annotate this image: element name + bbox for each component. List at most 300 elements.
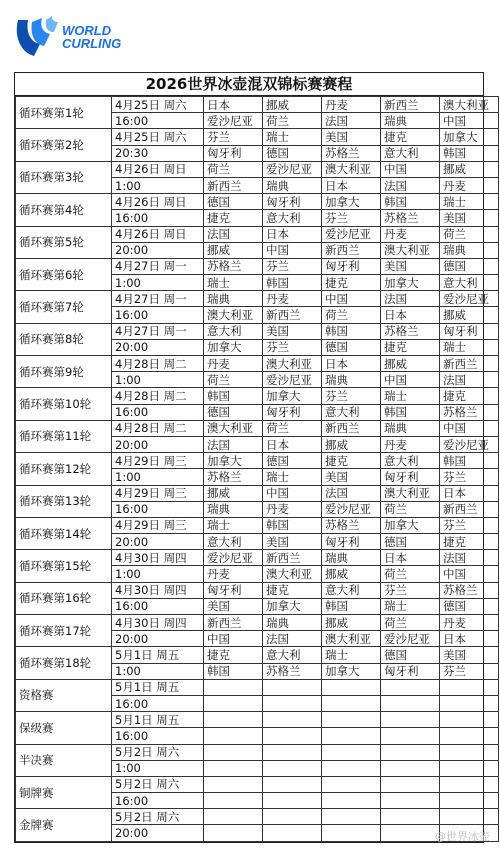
team-name: 芬兰 [322,388,381,404]
team-name: 爱沙尼亚 [204,550,263,566]
team-name: 瑞典 [381,113,440,129]
world-curling-logo [12,14,142,62]
team-name: 芬兰 [440,469,499,485]
stage-label: 资格赛 [16,679,112,711]
team-name: 日本 [204,97,263,113]
team-name: 匈牙利 [204,145,263,161]
team-name: 荷兰 [263,113,322,129]
team-name: 日本 [263,226,322,242]
team-name: 加拿大 [322,663,381,679]
team-name: 丹麦 [440,615,499,631]
team-name: 法国 [204,436,263,452]
match-time: 20:00 [112,631,204,647]
empty-cell [440,760,499,776]
team-name: 挪威 [440,307,499,323]
round-label: 循环赛第3轮 [16,161,112,193]
round-row-top [16,485,499,501]
round-row-top [16,226,499,242]
team-name: 中国 [381,372,440,388]
team-name: 瑞典 [381,420,440,436]
match-date: 5月2日 周六 [112,776,204,792]
round-row-top [16,420,499,436]
round-label: 循环赛第11轮 [16,420,112,452]
empty-cell [440,793,499,809]
match-time: 20:00 [112,436,204,452]
team-name: 加拿大 [322,194,381,210]
team-name: 瑞士 [204,275,263,291]
empty-cell [381,809,440,825]
team-name: 澳大利亚 [381,485,440,501]
empty-cell [263,793,322,809]
team-name: 捷克 [263,582,322,598]
empty-cell [263,744,322,760]
team-name: 美国 [440,647,499,663]
team-name: 日本 [440,485,499,501]
final-row-top [16,679,499,695]
match-time: 1:00 [112,372,204,388]
match-time: 1:00 [112,177,204,193]
match-time: 16:00 [112,210,204,226]
team-name: 德国 [263,145,322,161]
team-name: 法国 [322,113,381,129]
team-name: 瑞典 [322,372,381,388]
team-name: 澳大利亚 [263,356,322,372]
match-date: 4月27日 周一 [112,291,204,307]
match-time: 20:00 [112,825,204,841]
match-date: 4月26日 周日 [112,161,204,177]
team-name: 新西兰 [381,97,440,113]
empty-cell [440,776,499,792]
match-date: 4月25日 周六 [112,129,204,145]
team-name: 爱沙尼亚 [440,291,499,307]
empty-cell [322,744,381,760]
empty-cell [381,793,440,809]
team-name: 苏格兰 [440,404,499,420]
match-time: 16:00 [112,307,204,323]
team-name: 德国 [322,339,381,355]
empty-cell [440,679,499,695]
round-row-top [16,161,499,177]
team-name: 捷克 [204,647,263,663]
curling-logo-icon [12,14,60,60]
team-name: 荷兰 [204,372,263,388]
team-name: 韩国 [322,323,381,339]
match-time: 1:00 [112,469,204,485]
team-name: 新西兰 [440,356,499,372]
round-row-top [16,356,499,372]
team-name: 中国 [381,161,440,177]
stage-label: 保级赛 [16,712,112,744]
match-date: 4月30日 周四 [112,582,204,598]
match-time: 1:00 [112,275,204,291]
match-date: 4月28日 周二 [112,420,204,436]
watermark: @世界冰壶 [435,830,490,843]
team-name: 芬兰 [263,258,322,274]
match-date: 4月27日 周一 [112,258,204,274]
team-name: 瑞士 [440,339,499,355]
team-name: 韩国 [322,598,381,614]
team-name: 瑞典 [204,291,263,307]
match-date: 4月26日 周日 [112,226,204,242]
round-label: 循环赛第13轮 [16,485,112,517]
round-row-top [16,258,499,274]
empty-cell [263,728,322,744]
round-row-top [16,129,499,145]
team-name: 韩国 [381,404,440,420]
team-name: 芬兰 [440,663,499,679]
team-name: 意大利 [322,582,381,598]
empty-cell [204,744,263,760]
team-name: 中国 [440,420,499,436]
round-label: 循环赛第9轮 [16,356,112,388]
team-name: 美国 [204,598,263,614]
team-name: 日本 [381,550,440,566]
match-date: 4月29日 周三 [112,485,204,501]
round-row-top [16,647,499,663]
empty-cell [440,744,499,760]
team-name: 丹麦 [204,566,263,582]
team-name: 匈牙利 [440,323,499,339]
match-time: 20:30 [112,145,204,161]
team-name: 法国 [204,226,263,242]
match-date: 4月29日 周三 [112,453,204,469]
team-name: 日本 [322,356,381,372]
team-name: 爱沙尼亚 [440,436,499,452]
match-time: 20:00 [112,339,204,355]
round-label: 循环赛第5轮 [16,226,112,258]
team-name: 瑞典 [263,615,322,631]
empty-cell [381,695,440,711]
schedule-title: 2026世界冰壶混双锦标赛赛程 [15,73,483,96]
team-name: 韩国 [381,194,440,210]
empty-cell [322,793,381,809]
team-name: 澳大利亚 [204,307,263,323]
match-time: 1:00 [112,663,204,679]
team-name: 芬兰 [322,210,381,226]
team-name: 意大利 [204,323,263,339]
match-time: 20:00 [112,242,204,258]
team-name: 中国 [204,631,263,647]
team-name: 苏格兰 [204,258,263,274]
team-name: 芬兰 [204,129,263,145]
team-name: 苏格兰 [381,210,440,226]
match-date: 5月2日 周六 [112,744,204,760]
team-name: 意大利 [381,145,440,161]
team-name: 意大利 [440,275,499,291]
team-name: 丹麦 [381,226,440,242]
match-time: 20:00 [112,534,204,550]
team-name: 匈牙利 [381,663,440,679]
team-name: 澳大利亚 [263,566,322,582]
empty-cell [322,679,381,695]
final-row-top [16,776,499,792]
team-name: 挪威 [263,97,322,113]
team-name: 澳大利亚 [204,420,263,436]
team-name: 日本 [440,631,499,647]
match-date: 4月25日 周六 [112,97,204,113]
team-name: 加拿大 [263,598,322,614]
team-name: 瑞士 [322,647,381,663]
round-row-top [16,453,499,469]
team-name: 中国 [440,113,499,129]
team-name: 美国 [322,129,381,145]
team-name: 新西兰 [204,615,263,631]
team-name: 韩国 [440,453,499,469]
logo-word-world: WORLD [62,23,112,38]
empty-cell [263,760,322,776]
match-time: 1:00 [112,566,204,582]
empty-cell [322,776,381,792]
round-row-top [16,388,499,404]
team-name: 捷克 [322,275,381,291]
team-name: 瑞典 [263,177,322,193]
team-name: 德国 [204,404,263,420]
round-label: 循环赛第18轮 [16,647,112,679]
round-label: 循环赛第16轮 [16,582,112,614]
team-name: 意大利 [322,404,381,420]
team-name: 澳大利亚 [381,242,440,258]
team-name: 加拿大 [204,339,263,355]
team-name: 挪威 [322,615,381,631]
empty-cell [322,728,381,744]
team-name: 德国 [381,534,440,550]
team-name: 丹麦 [440,177,499,193]
team-name: 新西兰 [322,420,381,436]
team-name: 法国 [440,372,499,388]
team-name: 法国 [381,291,440,307]
team-name: 匈牙利 [322,258,381,274]
team-name: 瑞士 [263,469,322,485]
empty-cell [204,809,263,825]
round-label: 循环赛第2轮 [16,129,112,161]
team-name: 瑞士 [381,388,440,404]
team-name: 法国 [440,550,499,566]
team-name: 爱沙尼亚 [204,113,263,129]
empty-cell [322,695,381,711]
match-date: 4月28日 周二 [112,388,204,404]
round-label: 循环赛第6轮 [16,258,112,290]
match-time: 16:00 [112,728,204,744]
team-name: 捷克 [440,388,499,404]
team-name: 法国 [381,177,440,193]
empty-cell [322,760,381,776]
schedule-table [15,96,499,842]
team-name: 德国 [440,598,499,614]
team-name: 荷兰 [381,501,440,517]
empty-cell [204,825,263,841]
empty-cell [381,776,440,792]
team-name: 捷克 [381,339,440,355]
team-name: 意大利 [263,647,322,663]
team-name: 捷克 [440,534,499,550]
empty-cell [263,809,322,825]
team-name: 挪威 [204,242,263,258]
empty-cell [204,712,263,728]
team-name: 法国 [263,631,322,647]
team-name: 苏格兰 [322,145,381,161]
round-label: 循环赛第8轮 [16,323,112,355]
round-row-top [16,97,499,113]
empty-cell [440,728,499,744]
match-date: 5月1日 周五 [112,679,204,695]
team-name: 芬兰 [381,582,440,598]
empty-cell [263,679,322,695]
team-name: 荷兰 [263,420,322,436]
team-name: 新西兰 [263,550,322,566]
team-name: 加拿大 [381,517,440,533]
match-time: 16:00 [112,404,204,420]
match-date: 5月1日 周五 [112,647,204,663]
match-time: 16:00 [112,793,204,809]
team-name: 韩国 [204,388,263,404]
team-name: 挪威 [204,485,263,501]
team-name: 美国 [263,534,322,550]
team-name: 中国 [263,242,322,258]
match-time: 16:00 [112,501,204,517]
round-row-top [16,323,499,339]
team-name: 匈牙利 [381,469,440,485]
team-name: 爱沙尼亚 [322,226,381,242]
team-name: 澳大利亚 [322,161,381,177]
team-name: 荷兰 [381,615,440,631]
schedule-sheet [14,72,489,843]
team-name: 丹麦 [204,356,263,372]
match-time: 1:00 [112,760,204,776]
empty-cell [440,712,499,728]
empty-cell [204,679,263,695]
team-name: 芬兰 [263,339,322,355]
empty-cell [204,776,263,792]
match-date: 4月30日 周四 [112,615,204,631]
empty-cell [322,825,381,841]
stage-label: 铜牌赛 [16,776,112,808]
team-name: 韩国 [263,517,322,533]
team-name: 新西兰 [322,242,381,258]
team-name: 苏格兰 [440,582,499,598]
round-row-top [16,194,499,210]
team-name: 丹麦 [263,291,322,307]
team-name: 加拿大 [440,129,499,145]
team-name: 美国 [322,469,381,485]
team-name: 挪威 [322,436,381,452]
team-name: 瑞典 [440,242,499,258]
team-name: 德国 [381,647,440,663]
empty-cell [381,744,440,760]
round-row-top [16,291,499,307]
logo-word-curling: CURLING [62,36,122,51]
team-name: 荷兰 [322,307,381,323]
team-name: 中国 [322,291,381,307]
team-name: 匈牙利 [204,582,263,598]
team-name: 荷兰 [204,161,263,177]
team-name: 瑞典 [204,501,263,517]
team-name: 德国 [263,453,322,469]
team-name: 加拿大 [204,453,263,469]
team-name: 爱沙尼亚 [263,372,322,388]
team-name: 捷克 [381,129,440,145]
team-name: 新西兰 [204,177,263,193]
team-name: 中国 [440,566,499,582]
team-name: 意大利 [204,534,263,550]
team-name: 爱沙尼亚 [381,631,440,647]
round-label: 循环赛第1轮 [16,97,112,129]
team-name: 丹麦 [381,436,440,452]
team-name: 新西兰 [263,307,322,323]
team-name: 苏格兰 [381,323,440,339]
team-name: 法国 [322,485,381,501]
match-date: 5月1日 周五 [112,712,204,728]
team-name: 美国 [381,258,440,274]
team-name: 瑞典 [322,550,381,566]
team-name: 匈牙利 [322,534,381,550]
match-date: 4月30日 周四 [112,550,204,566]
team-name: 丹麦 [263,501,322,517]
team-name: 苏格兰 [263,663,322,679]
team-name: 新西兰 [440,501,499,517]
match-date: 4月28日 周二 [112,356,204,372]
empty-cell [204,793,263,809]
match-date: 4月27日 周一 [112,323,204,339]
team-name: 爱沙尼亚 [322,501,381,517]
team-name: 加拿大 [263,388,322,404]
team-name: 瑞士 [381,598,440,614]
round-row-top [16,615,499,631]
round-label: 循环赛第10轮 [16,388,112,420]
round-label: 循环赛第14轮 [16,517,112,549]
team-name: 日本 [322,177,381,193]
team-name: 日本 [381,307,440,323]
team-name: 德国 [440,258,499,274]
final-row-top [16,809,499,825]
empty-cell [381,728,440,744]
team-name: 挪威 [322,566,381,582]
team-name: 韩国 [440,145,499,161]
round-row-top [16,550,499,566]
team-name: 德国 [204,194,263,210]
team-name: 瑞士 [440,194,499,210]
final-row-top [16,712,499,728]
empty-cell [204,695,263,711]
team-name: 爱沙尼亚 [263,161,322,177]
round-label: 循环赛第15轮 [16,550,112,582]
match-date: 5月2日 周六 [112,809,204,825]
match-date: 4月26日 周日 [112,194,204,210]
final-row-top [16,744,499,760]
team-name: 澳大利亚 [322,631,381,647]
empty-cell [204,728,263,744]
round-label: 循环赛第12轮 [16,453,112,485]
stage-label: 金牌赛 [16,809,112,841]
empty-cell [322,809,381,825]
team-name: 澳大利亚 [440,97,499,113]
match-time: 16:00 [112,598,204,614]
team-name: 丹麦 [322,97,381,113]
team-name: 苏格兰 [204,469,263,485]
empty-cell [381,825,440,841]
round-label: 循环赛第17轮 [16,615,112,647]
round-row-top [16,582,499,598]
team-name: 匈牙利 [263,404,322,420]
team-name: 荷兰 [440,226,499,242]
stage-label: 半决赛 [16,744,112,776]
empty-cell [263,825,322,841]
empty-cell [381,760,440,776]
team-name: 芬兰 [440,517,499,533]
team-name: 日本 [263,436,322,452]
team-name: 匈牙利 [263,194,322,210]
match-time: 16:00 [112,113,204,129]
team-name: 苏格兰 [322,517,381,533]
